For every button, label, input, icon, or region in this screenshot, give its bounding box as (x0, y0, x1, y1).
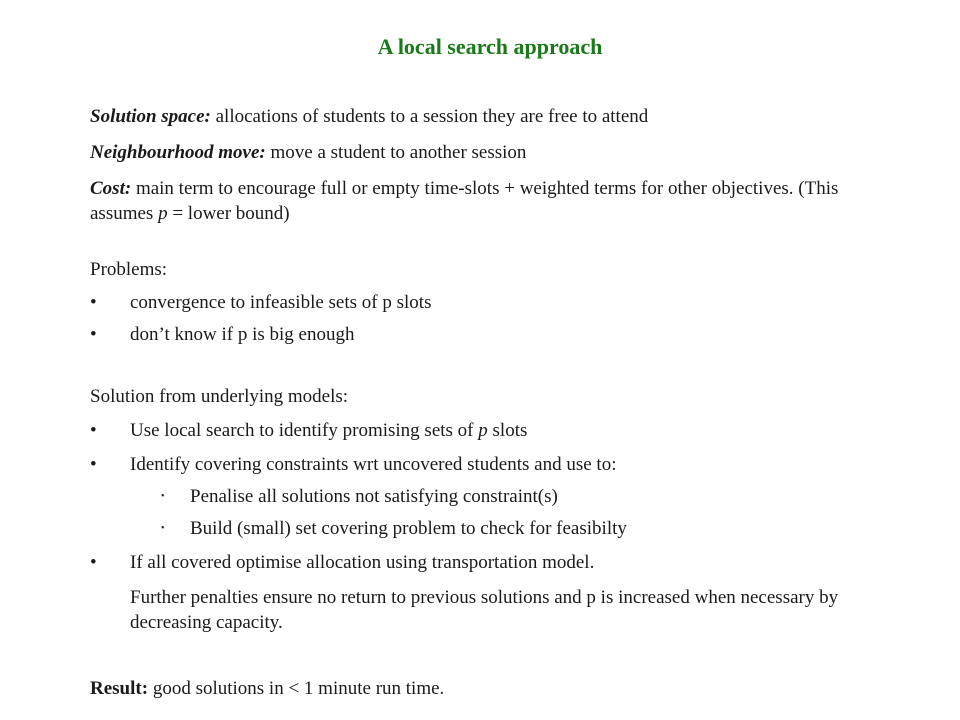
definition-text: main term to encourage full or empty time-slots + weighted terms for other objectives. (This assumes (90, 178, 839, 224)
problems-heading: Problems: (90, 259, 168, 280)
solution-heading: Solution from underlying models: (90, 386, 349, 407)
definition-term: Solution space: (90, 106, 211, 127)
definition-text: allocations of students to a session they are free to attend (210, 106, 649, 127)
definition-term: Cost: (90, 178, 132, 199)
problem-item: don’t know if p is big enough (130, 324, 355, 345)
variable-p: p (158, 203, 168, 224)
definition-text: = lower bound) (167, 203, 290, 224)
solution-note: Further penalties ensure no return to previous solutions and p is increased when necessary by decreasing capacity. (130, 587, 839, 633)
bullet-icon: • (90, 292, 97, 313)
solution-item: Identify covering constraints wrt uncovered students and use to: (130, 454, 617, 475)
result-term: Result: (90, 678, 149, 699)
solution-item-text: slots (487, 420, 528, 441)
definition-term: Neighbourhood move: (90, 142, 266, 163)
bullet-icon: • (90, 420, 97, 441)
bullet-icon: • (90, 552, 97, 573)
problem-item: convergence to infeasible sets of p slots (130, 292, 432, 313)
solution-item-text: Use local search to identify promising sets of (130, 420, 479, 441)
definition-solution-space (90, 104, 648, 129)
definition-text: move a student to another session (265, 142, 527, 163)
variable-p: p (478, 420, 488, 441)
result-line (90, 676, 444, 701)
definition-neighbourhood-move (90, 140, 526, 165)
sub-bullet-icon: • (161, 523, 165, 534)
solution-sub-item: Build (small) set covering problem to check for feasibilty (190, 518, 627, 539)
solution-sub-item: Penalise all solutions not satisfying constraint(s) (190, 486, 558, 507)
solution-item (130, 418, 527, 443)
result-text: good solutions in < 1 minute run time. (148, 678, 445, 699)
bullet-icon: • (90, 324, 97, 345)
slide-title: A local search approach (377, 34, 603, 59)
bullet-icon: • (90, 454, 97, 475)
sub-bullet-icon: • (161, 491, 165, 502)
solution-item: If all covered optimise allocation using transportation model. (130, 552, 595, 573)
definition-cost (90, 176, 890, 226)
